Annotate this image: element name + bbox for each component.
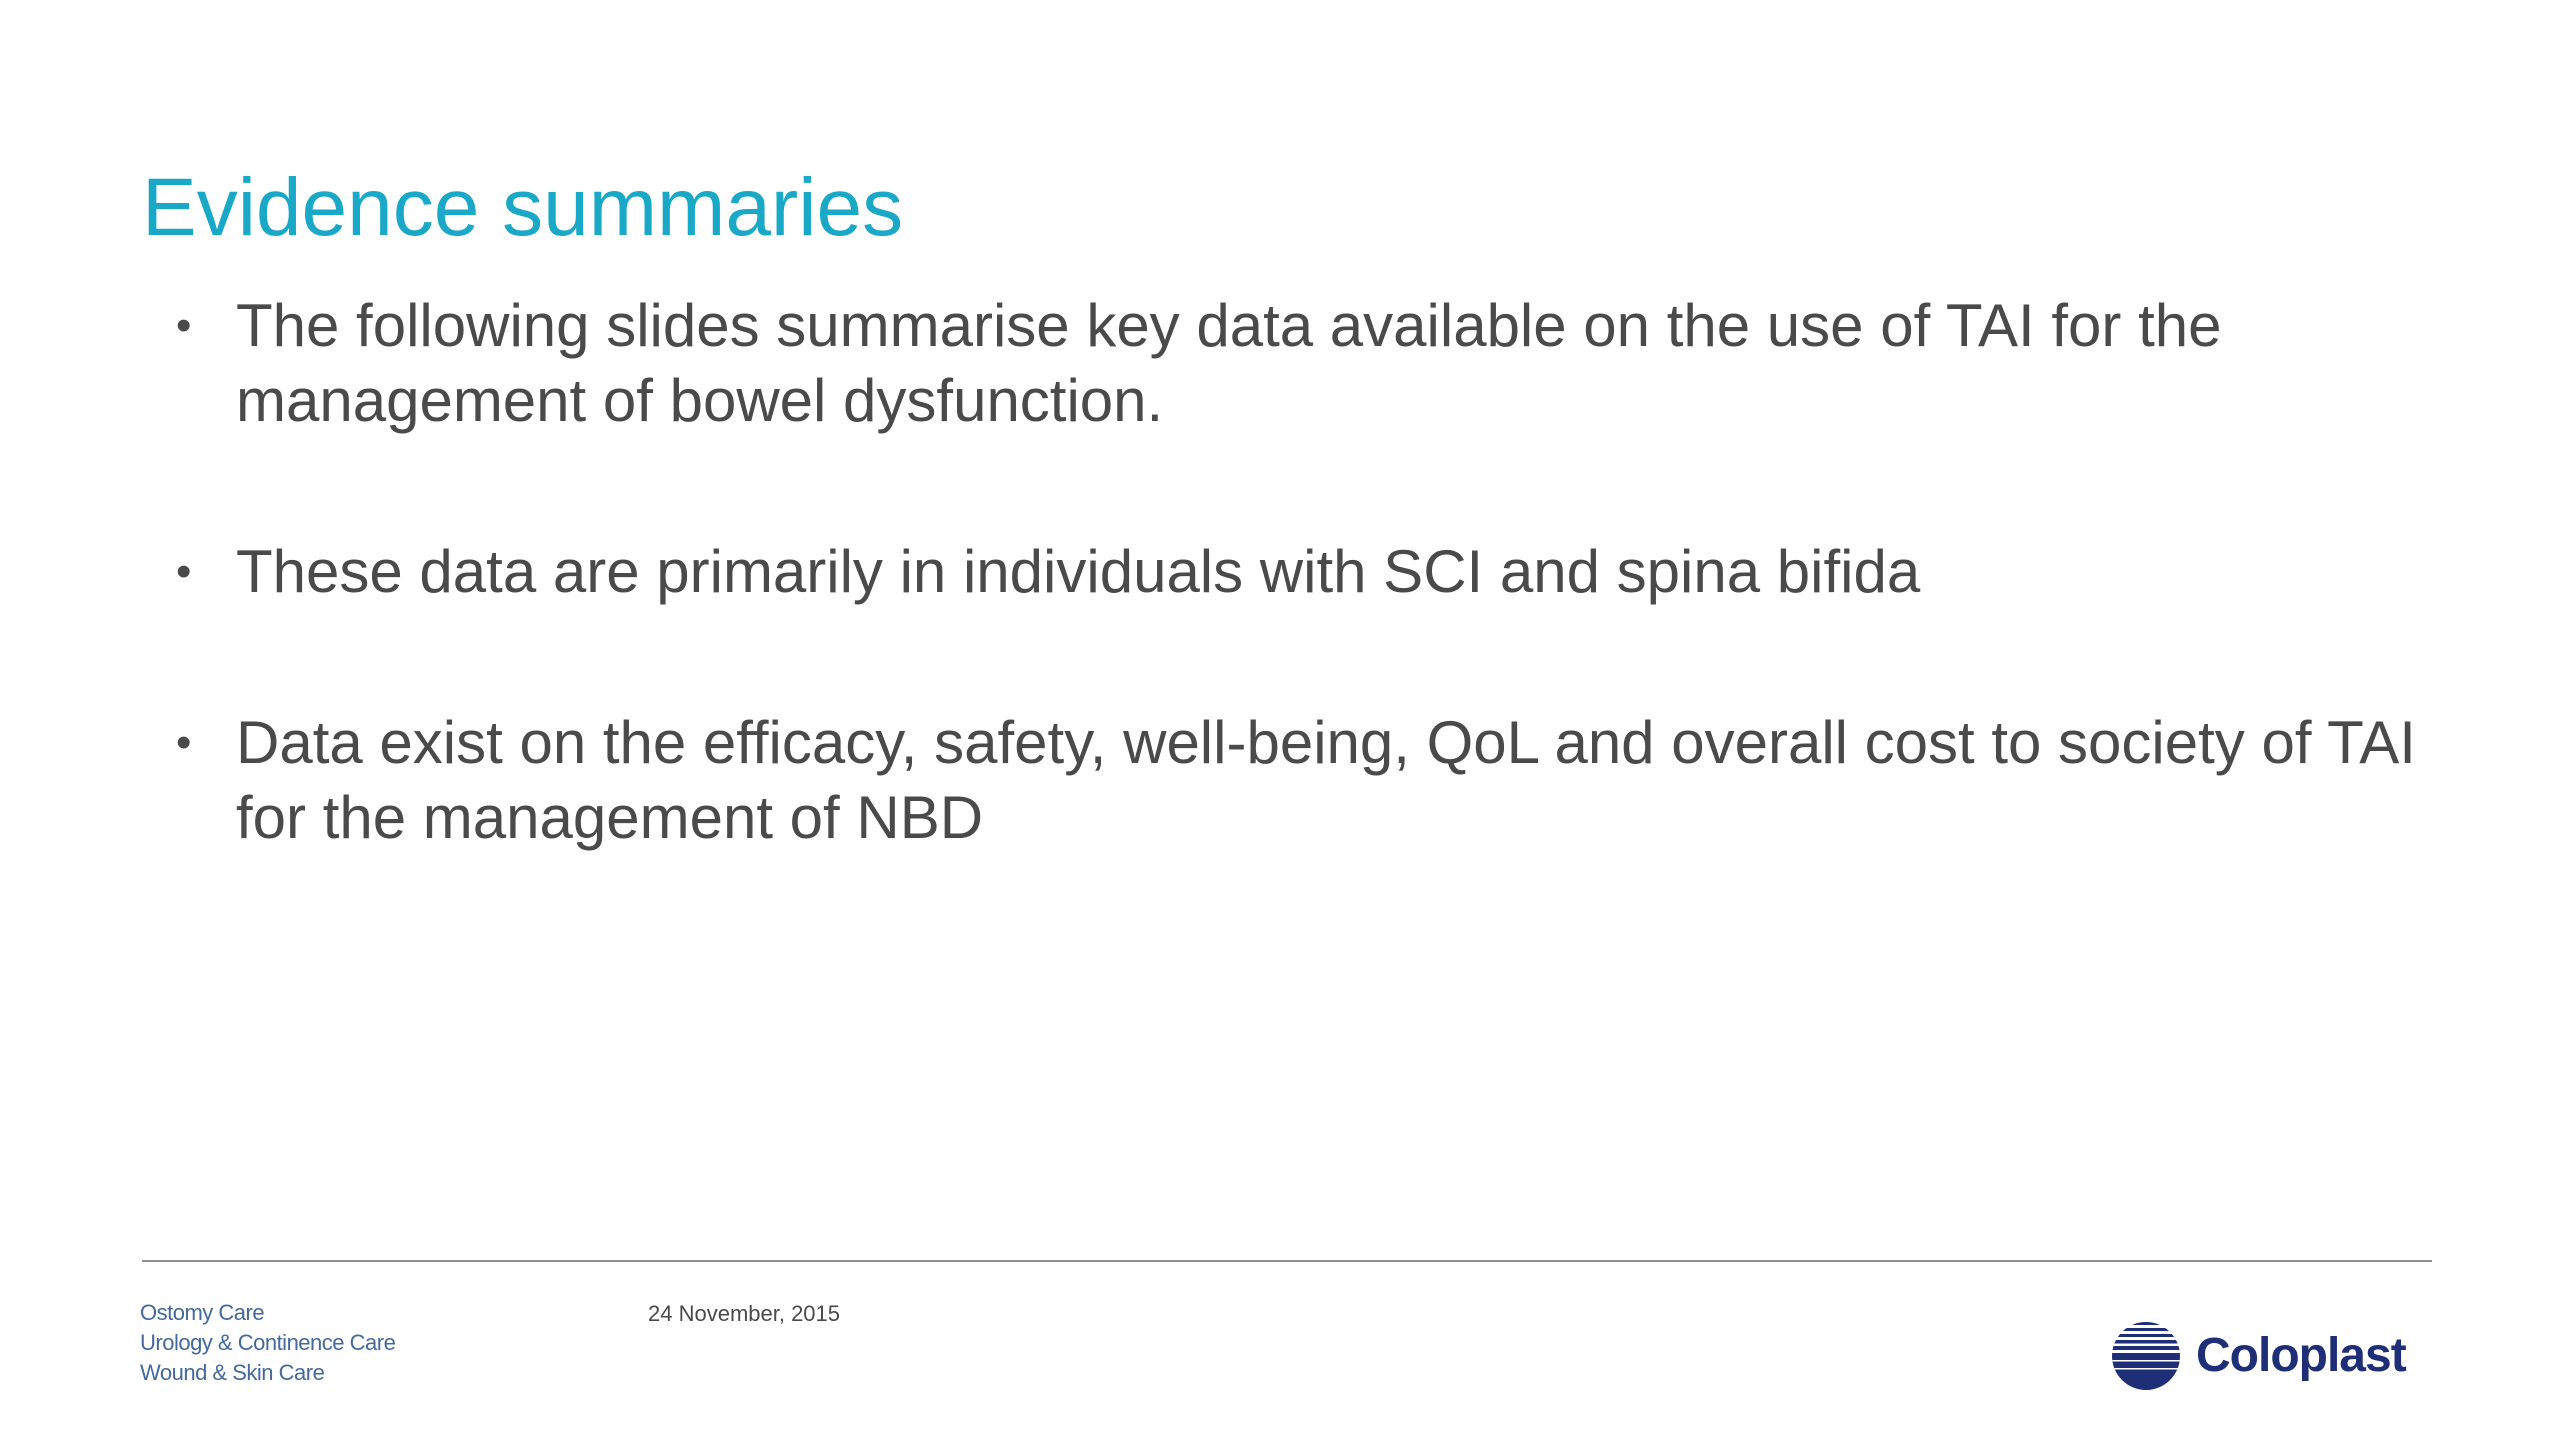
bullet-item — [170, 705, 2430, 855]
bullet-text: These data are primarily in individuals with SCI and spina bifida — [236, 538, 1921, 605]
footer-divider — [142, 1260, 2432, 1262]
bullet-marker: • — [176, 547, 192, 596]
bullet-text: Data exist on the efficacy, safety, well-being, QoL and overall cost to society of TAI for the management of NBD — [236, 709, 2416, 851]
bullet-item — [170, 288, 2430, 438]
footer-business-area: Ostomy Care — [140, 1300, 265, 1325]
bullet-list — [170, 288, 2430, 855]
coloplast-logo-icon — [2110, 1320, 2182, 1392]
footer-business-area: Urology & Continence Care — [140, 1330, 396, 1355]
footer-date: 24 November, 2015 — [648, 1301, 841, 1326]
bullet-text: The following slides summarise key data available on the use of TAI for the management of bowel dysfunction. — [236, 292, 2222, 434]
brand-logo — [2110, 1316, 2406, 1396]
bullet-marker: • — [176, 718, 192, 767]
footer-business-area: Wound & Skin Care — [140, 1360, 325, 1385]
brand-name: Coloplast — [2196, 1329, 2406, 1382]
bullet-item — [170, 534, 2430, 609]
footer-business-areas — [140, 1298, 395, 1388]
bullet-marker: • — [176, 301, 192, 350]
slide-title: Evidence summaries — [142, 162, 904, 253]
